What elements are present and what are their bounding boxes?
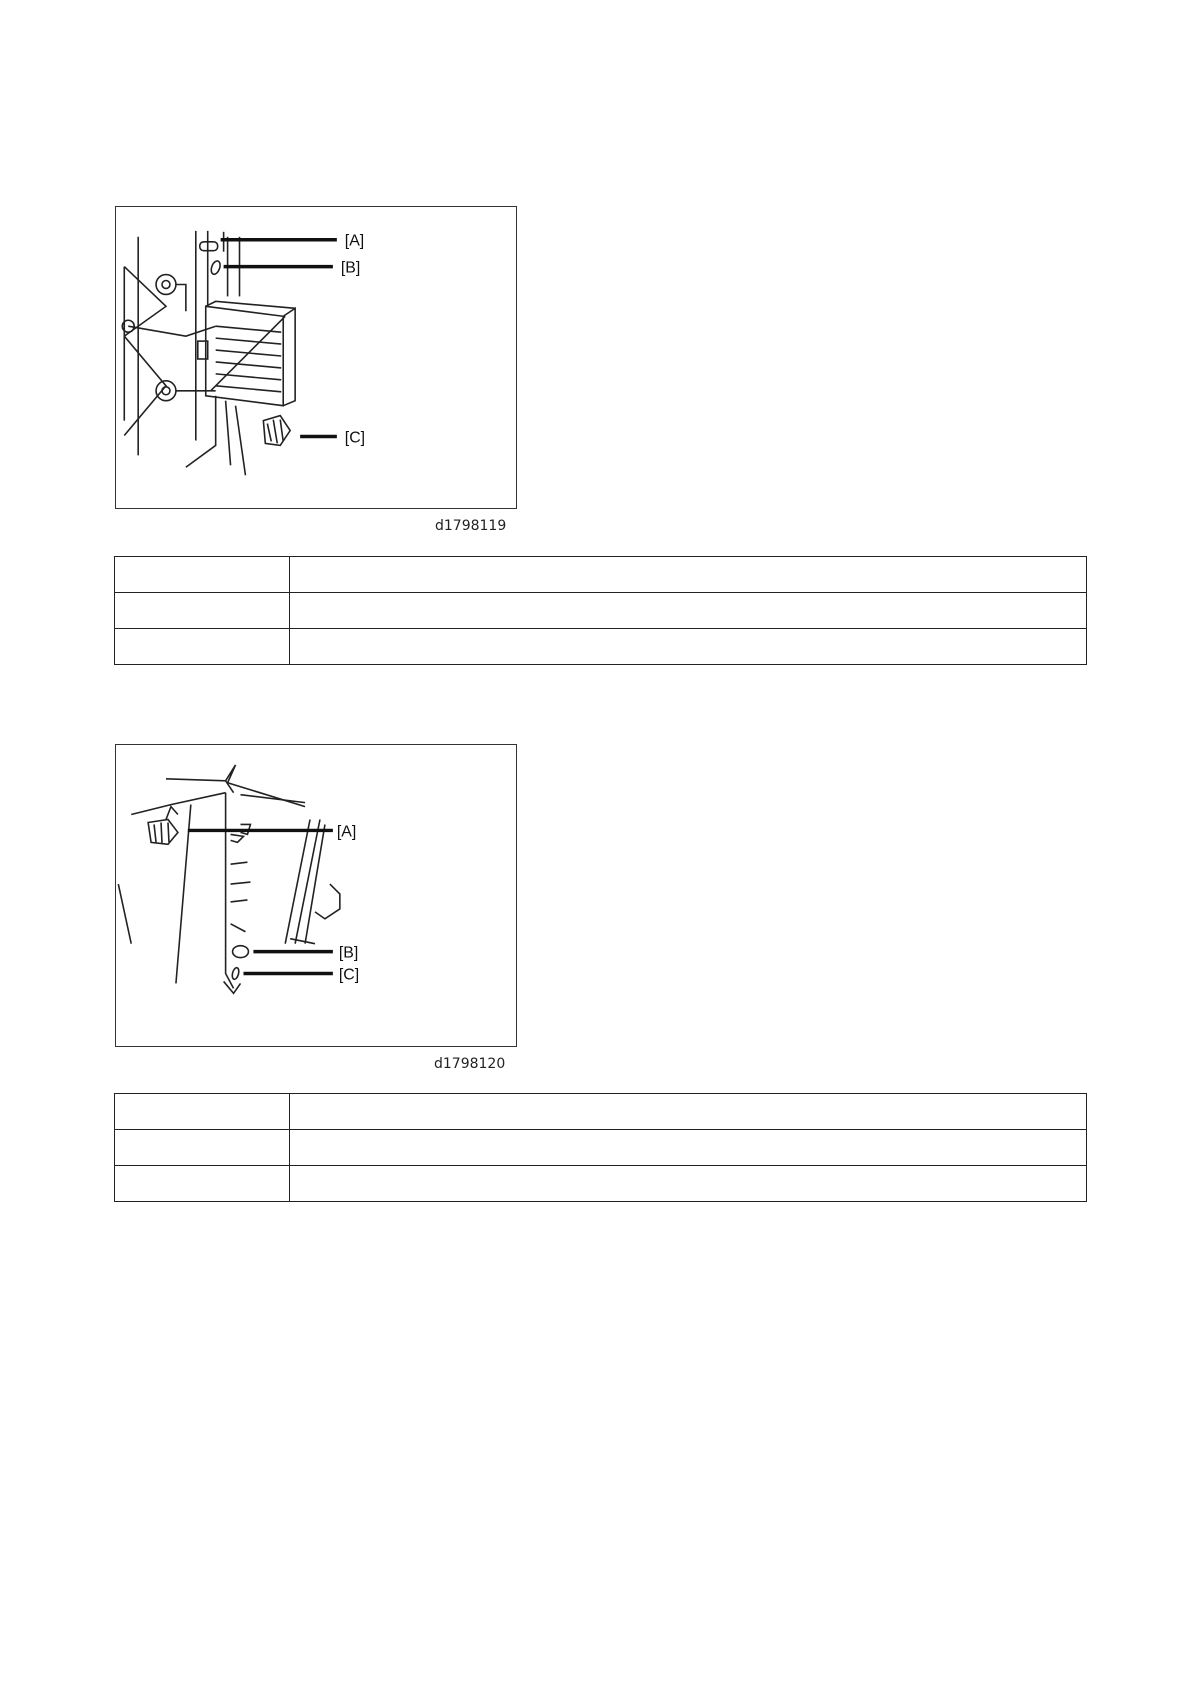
table-cell	[290, 1166, 1087, 1202]
figure-2-illustration	[115, 744, 517, 1047]
table-cell	[115, 1094, 290, 1130]
table-cell	[115, 557, 290, 593]
table-cell	[115, 1166, 290, 1202]
fig1-label-c: [C]	[344, 429, 366, 447]
table-cell	[290, 1130, 1087, 1166]
figure-1-id: d1798119	[435, 518, 507, 534]
figure-2-parts-table	[114, 1093, 1087, 1202]
table-cell	[115, 593, 290, 629]
figure-1-drawing	[116, 207, 516, 508]
table-cell	[115, 629, 290, 665]
table-cell	[290, 629, 1087, 665]
figure-2-drawing	[116, 745, 516, 1046]
figure-1-illustration	[115, 206, 517, 509]
table-row	[115, 1130, 1087, 1166]
table-row	[115, 593, 1087, 629]
fig2-label-a: [A]	[336, 823, 357, 841]
fig1-label-b: [B]	[340, 259, 361, 277]
table-row	[115, 1094, 1087, 1130]
table-row	[115, 557, 1087, 593]
fig2-label-c: [C]	[338, 966, 360, 984]
table-cell	[290, 593, 1087, 629]
fig2-label-b: [B]	[338, 944, 359, 962]
figure-2-id: d1798120	[434, 1056, 506, 1072]
figure-1-parts-table	[114, 556, 1087, 665]
table-cell	[290, 1094, 1087, 1130]
table-row	[115, 1166, 1087, 1202]
table-cell	[115, 1130, 290, 1166]
table-row	[115, 629, 1087, 665]
table-cell	[290, 557, 1087, 593]
fig1-label-a: [A]	[344, 232, 365, 250]
